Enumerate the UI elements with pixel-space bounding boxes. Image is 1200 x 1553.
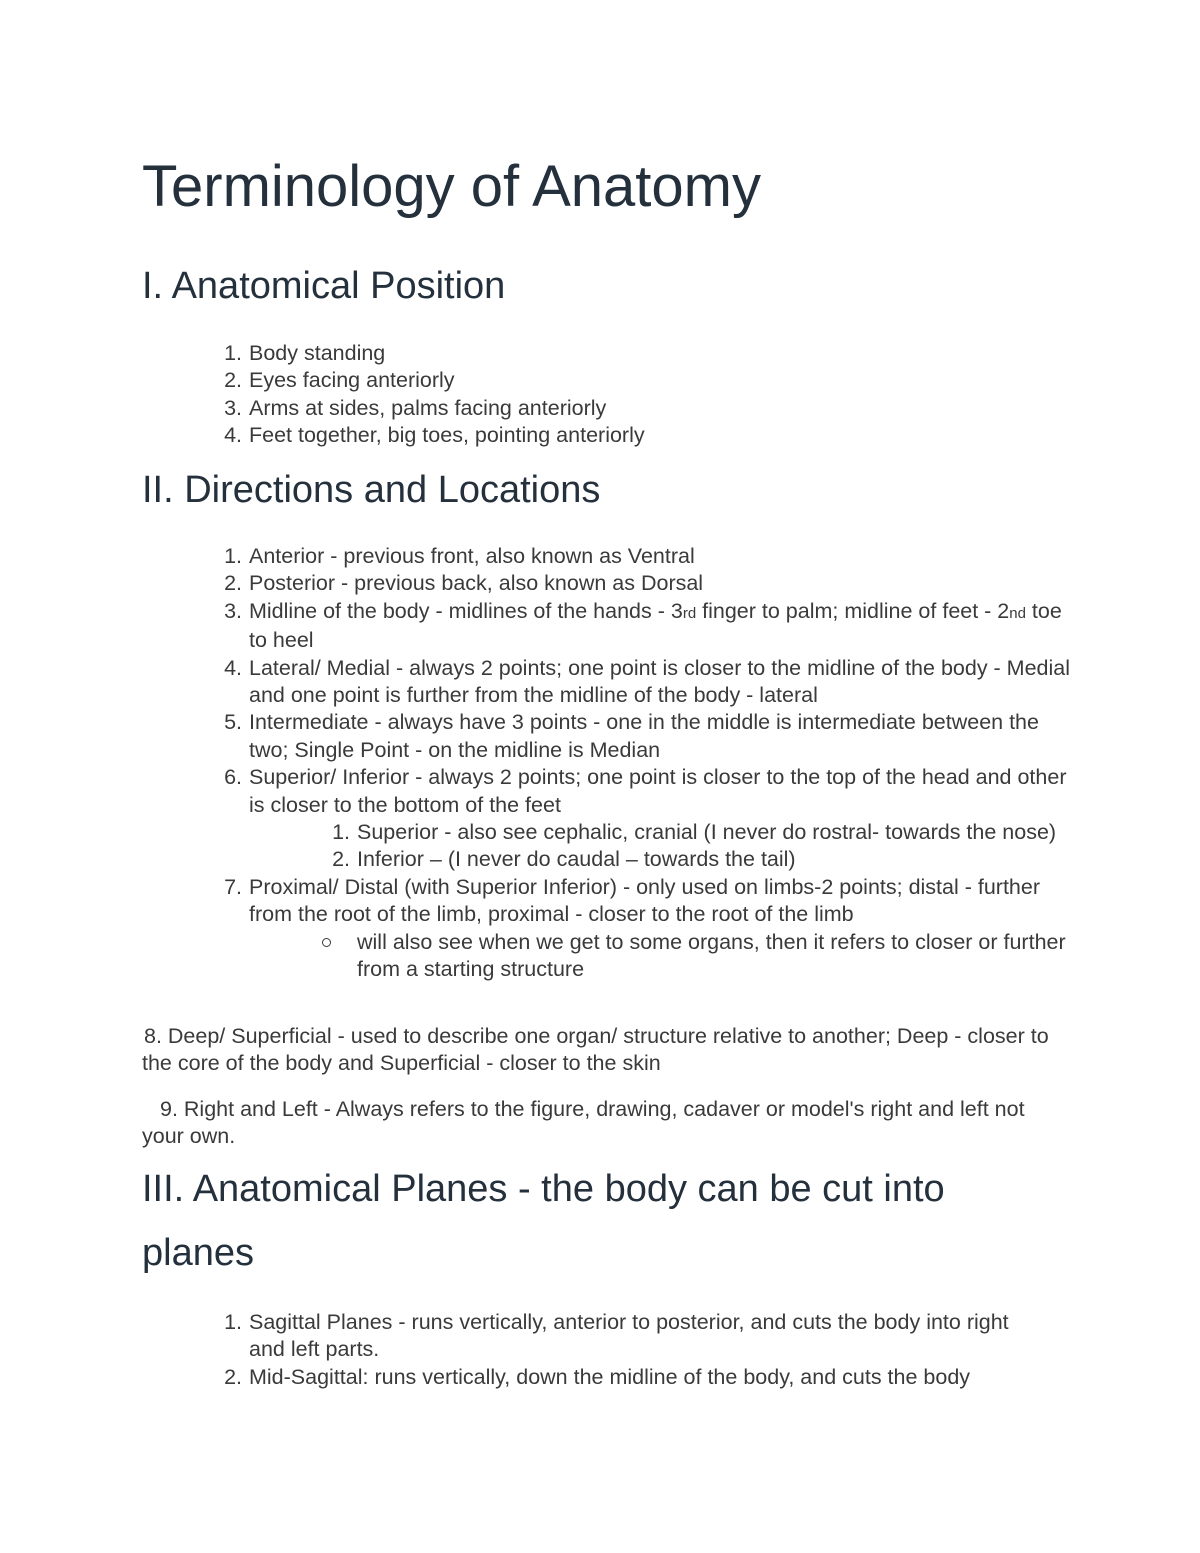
- list-item: 4. Feet together, big toes, pointing anteriorly: [224, 423, 645, 448]
- anatomical-planes-list: [142, 1309, 1042, 1391]
- directions-list: [142, 543, 1072, 984]
- list-item: 1. Sagittal Planes - runs vertically, anterior to posterior, and cuts the body into right and left parts.: [224, 1310, 1009, 1362]
- list-item: 2. Posterior - previous back, also known as Dorsal: [224, 571, 704, 596]
- list-item: 3. Midline of the body - midlines of the hands - 3rd finger to palm; midline of feet - 2nd toe to heel: [224, 598, 1062, 653]
- section-heading-anatomical-planes-cont: planes: [142, 1232, 254, 1274]
- paragraph-right-left: 9. Right and Left - Always refers to the figure, drawing, cadaver or model's right and left not your own.: [142, 1097, 1025, 1149]
- list-item: 2. Eyes facing anteriorly: [224, 368, 455, 393]
- sub-list-item: 1. Superior - also see cephalic, cranial (I never do rostral- towards the nose): [332, 820, 1057, 845]
- section-heading-directions-locations: II. Directions and Locations: [142, 469, 601, 511]
- paragraph-deep-superficial: 8. Deep/ Superficial - used to describe one organ/ structure relative to another; Deep - closer to the core of the body and Superficial - closer to the skin: [142, 1024, 1049, 1076]
- hollow-bullet-icon: [322, 938, 331, 947]
- section-heading-anatomical-planes: III. Anatomical Planes - the body can be cut into: [142, 1168, 945, 1210]
- list-item: 3. Arms at sides, palms facing anteriorly: [224, 395, 607, 420]
- page-title: Terminology of Anatomy: [142, 154, 761, 219]
- anatomical-position-list: [142, 340, 1102, 450]
- sub-bullet-item: will also see when we get to some organs, then it refers to closer or further from a starting structure: [142, 929, 1072, 984]
- list-item: 1. Anterior - previous front, also known as Ventral: [224, 544, 695, 568]
- list-item: 6. Superior/ Inferior - always 2 points; one point is closer to the top of the head and other is closer to the bottom of the feet: [224, 765, 1067, 817]
- section-heading-anatomical-position: I. Anatomical Position: [142, 265, 506, 307]
- sub-list-item: 2. Inferior – (I never do caudal – towards the tail): [332, 847, 796, 872]
- list-item: 7. Proximal/ Distal (with Superior Inferior) - only used on limbs-2 points; distal - further from the root of the limb, proximal - closer to the root of the limb: [224, 874, 1041, 927]
- list-item: 2. Mid-Sagittal: runs vertically, down the midline of the body, and cuts the body: [224, 1364, 971, 1389]
- list-item: 1. Body standing: [224, 341, 386, 365]
- list-item: 5. Intermediate - always have 3 points - one in the middle is intermediate between the two; Single Point - on the midline is Median: [224, 710, 1039, 762]
- list-item: 4. Lateral/ Medial - always 2 points; one point is closer to the midline of the body - Medial and one point is further from the midline of the body - lateral: [224, 655, 1071, 708]
